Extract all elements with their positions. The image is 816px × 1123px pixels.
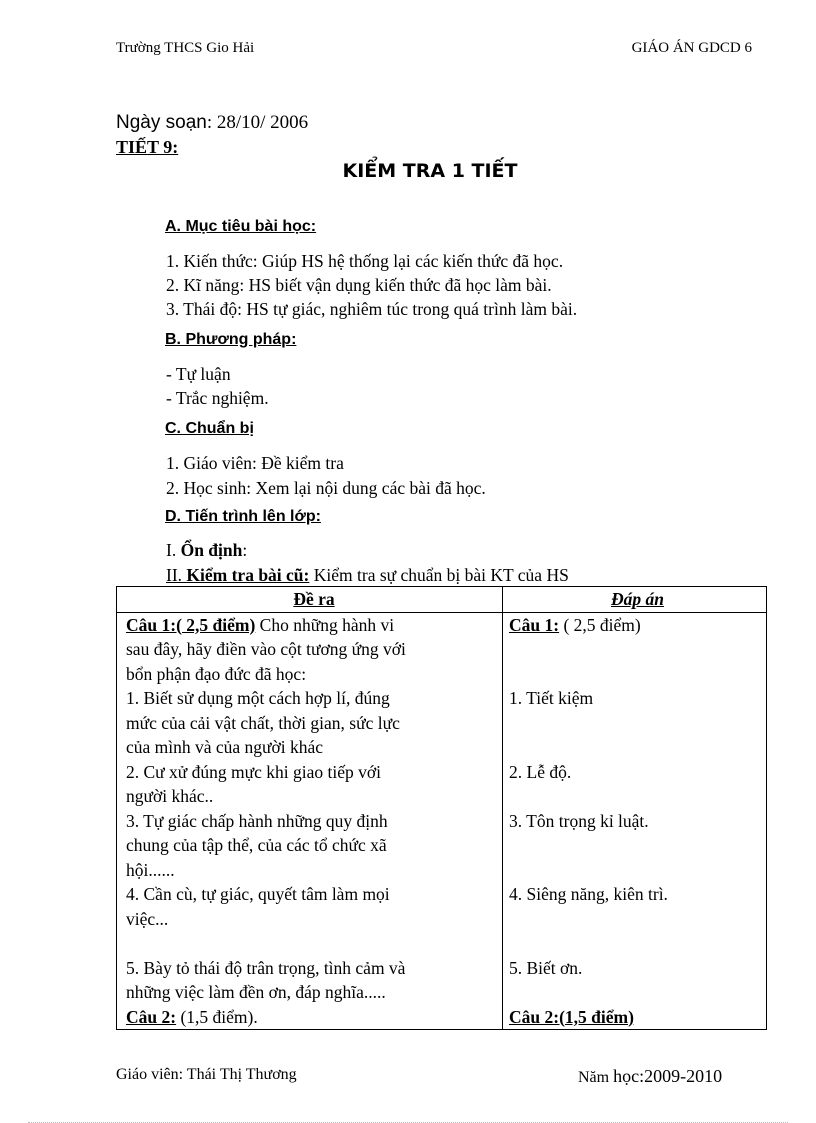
year-value: học:2009-2010 (613, 1066, 723, 1086)
section-c-title: C. Chuẩn bị (165, 420, 254, 437)
step-rest: Kiểm tra sự chuẩn bị bài KT của HS (309, 565, 569, 585)
step-rest: : (242, 540, 248, 560)
section-d-step-1 (166, 540, 247, 561)
blank-line (126, 931, 502, 956)
question-item: 2. Cư xử đúng mực khi giao tiếp với (126, 761, 381, 782)
year-label: Năm (578, 1069, 614, 1086)
question-item: người khác.. (126, 786, 214, 806)
question-item: chung của tập thể, của các tổ chức xã (126, 835, 387, 855)
table-header-row (117, 587, 767, 613)
question-item: mức của cải vật chất, thời gian, sức lực (126, 712, 400, 733)
step-number: II. (166, 565, 187, 585)
question-text: (1,5 điểm). (176, 1006, 258, 1027)
date-label: Ngày soạn (116, 112, 207, 133)
section-a-item: 3. Thái độ: HS tự giác, nghiêm túc trong quá trình làm bài. (166, 299, 578, 319)
answer-label: Câu 1: (509, 614, 560, 635)
subject-title: GIÁO ÁN GDCD 6 (631, 40, 752, 56)
section-d-step-2 (166, 565, 569, 586)
section-a-item: 2. Kĩ năng: HS biết vận dụng kiến thức đã học làm bài. (166, 275, 552, 295)
step-label: Ổn định (180, 540, 243, 560)
section-b-title: B. Phương pháp: (165, 331, 297, 348)
question-item: của mình và của người khác (126, 737, 324, 757)
section-b-item: - Trắc nghiệm. (166, 388, 269, 408)
section-c-item: 2. Học sinh: Xem lại nội dung các bài đã học. (166, 478, 486, 498)
exam-table (116, 586, 767, 1030)
page-title: KIỂM TRA 1 TIẾT (342, 160, 518, 182)
question-item: 3. Tự giác chấp hành những quy định (126, 810, 388, 831)
section-a-item: 1. Kiến thức: Giúp HS hệ thống lại các kiến thức đã học. (166, 251, 564, 271)
step-label: Kiểm tra bài cũ: (186, 565, 310, 585)
date-value: : 28/10/ 2006 (206, 112, 309, 133)
teacher-name: Giáo viên: Thái Thị Thương (116, 1066, 297, 1083)
section-b-item: - Tự luận (166, 364, 231, 384)
section-a-title: A. Mục tiêu bài học: (165, 218, 317, 235)
answer-text: ( 2,5 điểm) (559, 614, 641, 635)
answer-item: 1. Tiết kiệm (509, 688, 594, 708)
answer-label: Câu 2:(1,5 điểm) (509, 1006, 634, 1027)
step-number: I. (166, 540, 181, 560)
answer-item: 4. Siêng năng, kiên trì. (509, 884, 668, 904)
answer-item: 5. Biết ơn. (509, 957, 583, 978)
question-item: 4. Cần cù, tự giác, quyết tâm làm mọi (126, 884, 390, 904)
question-text: sau đây, hãy điền vào cột tương ứng với (126, 639, 406, 659)
question-label: Câu 2: (126, 1006, 177, 1027)
question-text: Cho những hành vi (255, 614, 395, 635)
col-header-answers: Đáp án (503, 587, 767, 613)
answer-item: 3. Tôn trọng kỉ luật. (509, 810, 649, 831)
question-item: hội...... (126, 859, 175, 880)
question-item: việc... (126, 908, 169, 929)
col-header-questions: Đề ra (117, 587, 503, 613)
section-d-title: D. Tiến trình lên lớp: (165, 508, 321, 525)
question-text: bổn phận đạo đức đã học: (126, 663, 307, 684)
question-item: những việc làm đền ơn, đáp nghĩa..... (126, 982, 386, 1002)
question-item: 1. Biết sử dụng một cách hợp lí, đúng (126, 688, 390, 708)
question-label: Câu 1:( 2,5 điểm) (126, 614, 256, 635)
section-c-item: 1. Giáo viên: Đề kiểm tra (166, 453, 344, 473)
school-name: Trường THCS Gio Hải (116, 40, 255, 56)
table-row (117, 612, 767, 1030)
question-cell (117, 612, 503, 1030)
date-line (116, 112, 308, 134)
school-year (578, 1066, 722, 1087)
answer-cell (503, 612, 767, 1030)
answer-item: 2. Lễ độ. (509, 761, 572, 782)
question-item: 5. Bày tỏ thái độ trân trọng, tình cảm và (126, 957, 406, 978)
lesson-number: TIẾT 9: (116, 137, 179, 157)
